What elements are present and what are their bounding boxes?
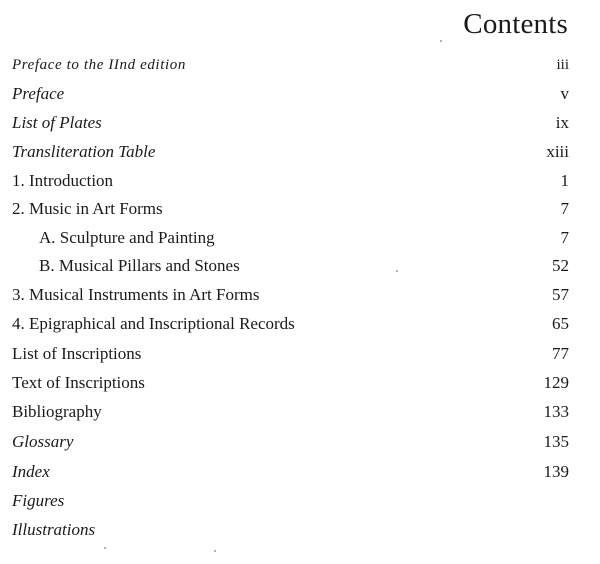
toc-entry-label: 2. Music in Art Forms [12,199,163,218]
toc-entry-epigraphical-records [0,313,600,341]
toc-entry-page: 77 [552,344,569,363]
toc-entry-musical-instruments [0,284,600,312]
toc-entry-label: B. Musical Pillars and Stones [39,256,240,275]
toc-entry-text-of-inscriptions [0,372,600,400]
toc-entry-page: xiii [546,142,569,161]
toc-entry-label: Index [12,462,50,481]
toc-entry-bibliography [0,401,600,429]
toc-entry-label: A. Sculpture and Painting [39,228,215,247]
toc-entry-illustrations [0,519,600,547]
toc-entry-label: Text of Inscriptions [12,373,145,392]
toc-entry-glossary [0,431,600,459]
page-title: Contents [463,8,568,40]
toc-entry-page: iii [556,57,569,73]
toc-entry-music-in-art-forms [0,198,600,226]
toc-entry-label: List of Plates [12,113,102,132]
toc-entry-sculpture-and-painting [0,227,600,255]
toc-entry-introduction [0,170,600,198]
toc-entry-label: List of Inscriptions [12,344,142,363]
paper-speck [104,547,106,549]
toc-entry-page: 139 [543,462,569,481]
toc-entry-label: Glossary [12,432,74,451]
toc-entry-label: Bibliography [12,402,102,421]
toc-entry-page: 57 [552,285,569,304]
toc-entry-page: 1 [560,171,569,190]
toc-entry-label: Preface [12,84,65,103]
toc-entry-label: Illustrations [12,520,96,539]
toc-entry-label: Preface to the IInd edition [12,57,186,73]
paper-speck [214,550,216,552]
toc-entry-index [0,461,600,489]
paper-speck [396,270,398,272]
toc-entry-page: ix [555,113,569,132]
toc-entry-page: 133 [543,402,569,421]
toc-entry-page: 7 [560,228,569,247]
toc-entry-page: 129 [543,373,569,392]
toc-entry-label: Figures [12,491,65,510]
toc-entry-label: 3. Musical Instruments in Art Forms [12,285,260,304]
toc-entry-label: 1. Introduction [12,171,114,190]
toc-entry-label: Transliteration Table [12,142,156,161]
toc-entry-figures [0,490,600,518]
toc-entry-musical-pillars-and-stones [0,255,600,283]
toc-entry-page: v [560,84,569,103]
toc-entry-page: 7 [560,199,569,218]
toc-entry-list-of-plates [0,112,600,140]
toc-entry-preface-2nd-edition [0,54,600,82]
toc-entry-label: 4. Epigraphical and Inscriptional Records [12,314,295,333]
toc-entry-page: 135 [543,432,569,451]
toc-entry-transliteration-table [0,141,600,169]
toc-entry-preface [0,83,600,111]
toc-entry-list-of-inscriptions [0,343,600,371]
paper-speck [440,40,442,42]
toc-entry-page: 65 [552,314,569,333]
toc-entry-page: 52 [552,256,569,275]
